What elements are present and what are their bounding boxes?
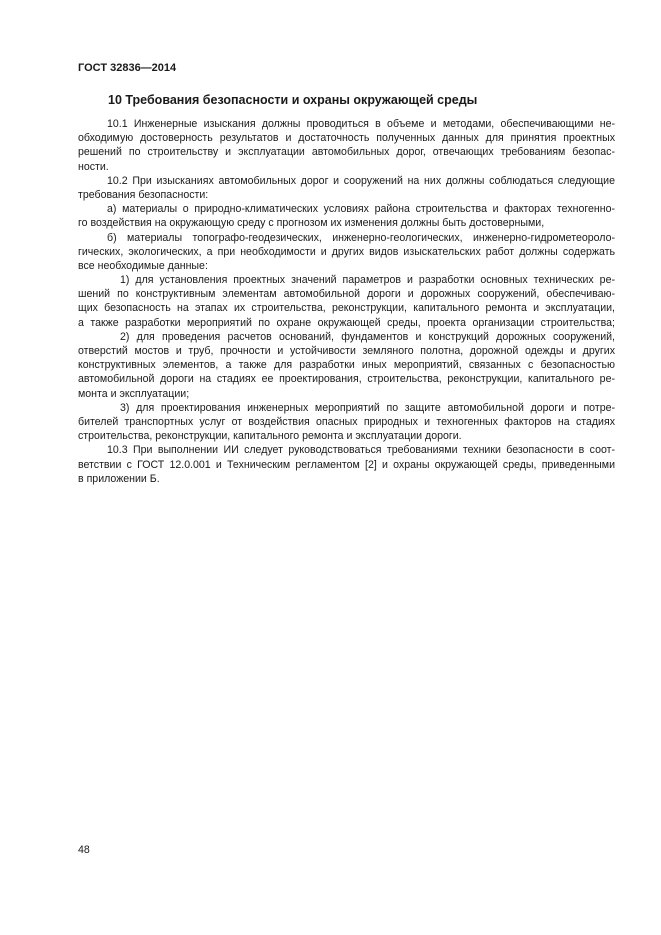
list-item-line: гических, экологических, а при необходимости и других видов изыскательских работ должны содержать [78,245,615,258]
paragraph-line: требования безопасности: [78,188,209,201]
sublist-item-line: монта и эксплуатации; [78,387,190,400]
paragraph-line: ветствии с ГОСТ 12.0.001 и Техническим регламентом [2] и охраны окружающей среды, приведенными [78,458,615,471]
sublist-item-line: строительства, реконструкции, капитального ремонта и эксплуатации дороги. [78,430,462,443]
sublist-item-line: 2) для проведения расчетов оснований, фундаментов и конструкций дорожных сооружений, [120,330,615,343]
paragraph-line: ности. [78,160,109,173]
section-body [78,117,615,486]
sublist-item-line: конструктивных элементов, а также для разработки иных мероприятий, связанных с безопасностью [78,359,615,372]
sublist-item-line: отверстий мостов и труб, прочности и устойчивости земляного полотна, дорожной одежды и других [78,345,615,357]
paragraph-line: 10.1 Инженерные изыскания должны проводиться в объеме и методами, обеспечивающими не- [107,118,615,130]
paragraph-line: 10.3 При выполнении ИИ следует руководствоваться требованиями техники безопасности в соот- [107,444,615,457]
sublist-item-line: 3) для проектирования инженерных мероприятий по защите автомобильной дороги и потре- [120,401,615,414]
paragraph-line: решений по строительству и эксплуатации автомобильных дорог, отвечающих требованиям безопас- [78,146,615,159]
sublist-item-line: автомобильной дороги на стадиях ее проектирования, строительства, реконструкции, капитального ре- [78,373,615,386]
sublist-item-line: 1) для установления проектных значений параметров и разработки основных технических ре- [120,274,615,287]
sublist-item-line: а также разработки мероприятий по охране окружающей среды, проекта организации строительства; [78,316,615,329]
list-item-line: б) материалы топографо-геодезических, инженерно-геологических, инженерно-гидрометеороло- [107,231,615,244]
standard-header: ГОСТ 32836—2014 [78,62,177,74]
paragraph-line: 10.2 При изысканиях автомобильных дорог и сооружений на них должны соблюдаться следующие [107,174,615,187]
sublist-item-line: щих безопасность на этапах их строительства, реконструкции, капитального ремонта и эксплуатации, [78,302,615,315]
section-title: 10 Требования безопасности и охраны окружающей среды [108,93,478,107]
list-item-line: а) материалы о природно-климатических условиях района строительства и факторах техногенно- [107,203,615,216]
sublist-item-line: шений по конструктивным элементам автомобильной дороги и дорожных сооружений, обеспечиваю- [78,288,615,301]
sublist-item-line: бителей транспортных услуг от воздействия опасных природных и техногенных факторов на стадиях [78,415,615,428]
page-number: 48 [78,844,90,856]
list-item-line: го воздействия на окружающую среду с прогнозом их изменения должны быть достоверными, [78,217,545,230]
paragraph-line: в приложении Б. [78,472,160,485]
list-item-line: все необходимые данные: [78,259,208,272]
paragraph-line: обходимую достоверность результатов и достаточность полученных данных для принятия проектных [78,132,615,145]
